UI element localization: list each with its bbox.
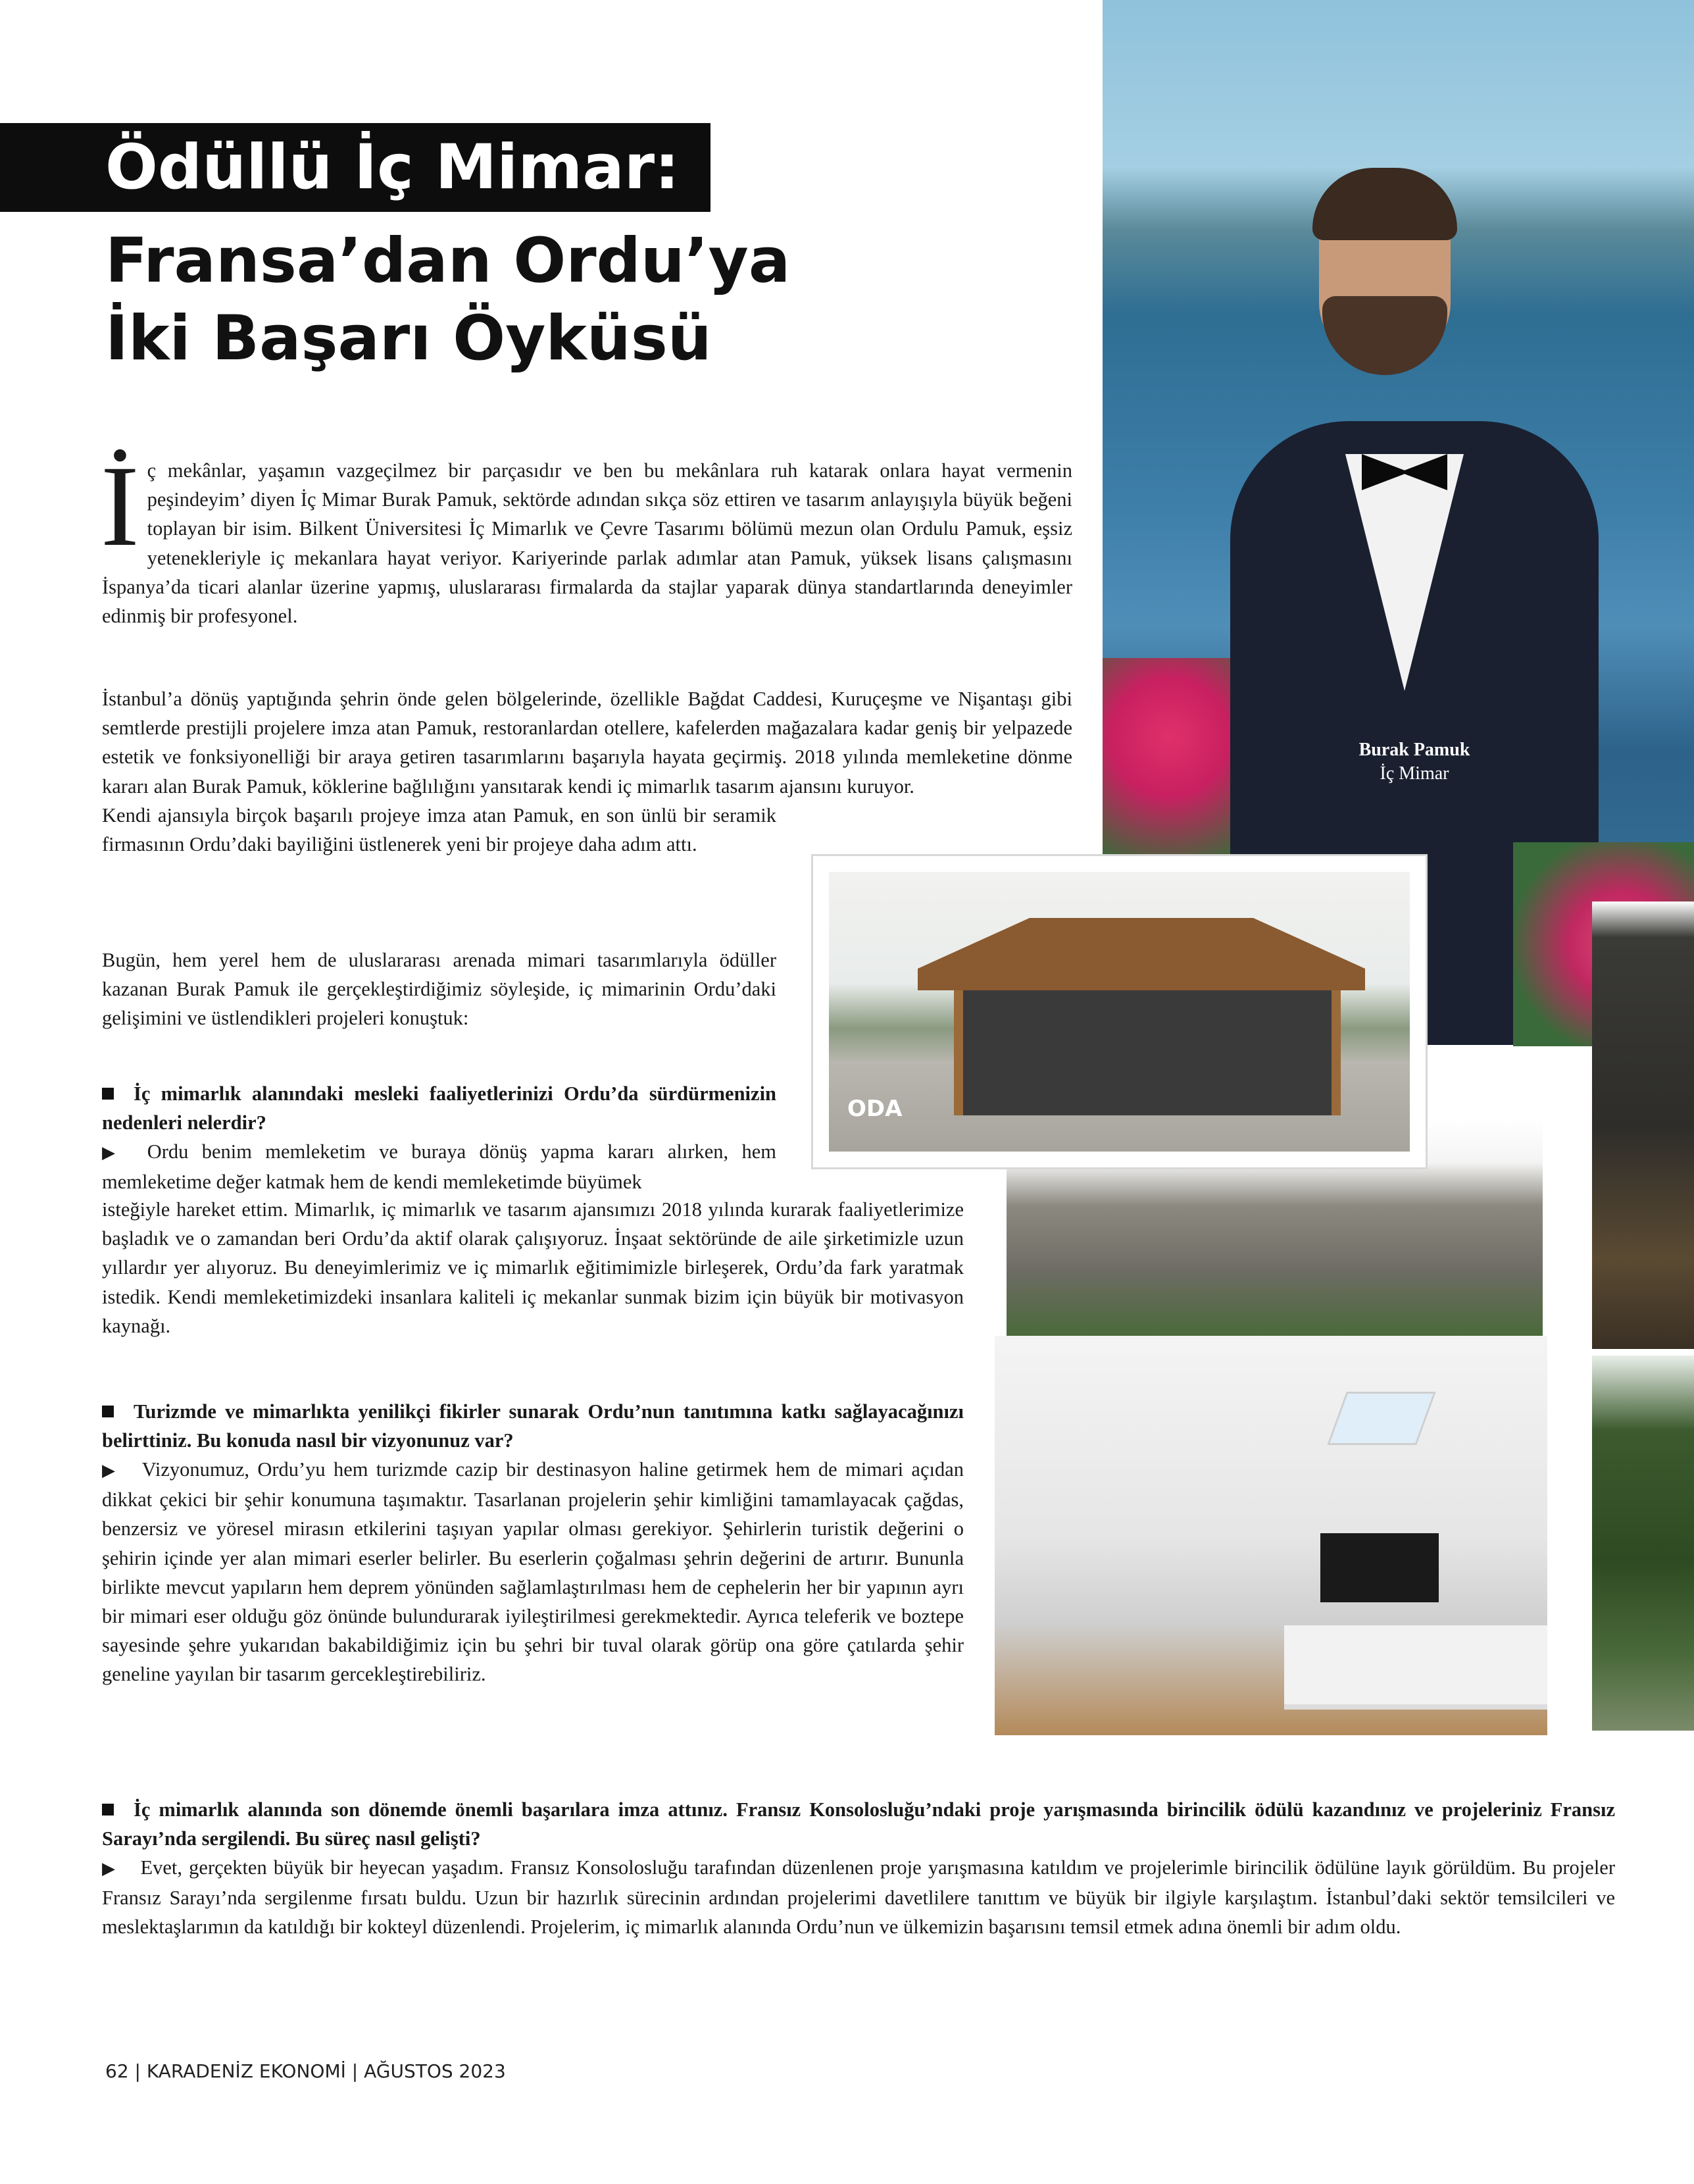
square-bullet-icon <box>102 1804 114 1816</box>
intro-paragraph <box>101 442 1072 630</box>
paragraph-2-narrow-text: Kendi ajansıyla birçok başarılı projeye imza atan Pamuk, en son ünlü bir seramik firmasının Ordu’daki bayiliğini üstlenerek yeni bir projeye daha adım attı. <box>102 804 776 856</box>
answer-3 <box>102 1853 1615 1942</box>
paragraph-3 <box>102 946 776 1033</box>
sofa <box>1284 1625 1547 1704</box>
title-line-3: İki Başarı Öyküsü <box>105 303 712 374</box>
answer-1-narrow-text: Ordu benim memleketim ve buraya dönüş yapma kararı alırken, hem memleketime değer katmak hem de kendi memleketimde büyümek <box>102 1140 776 1194</box>
arrow-bullet-icon: ▶ <box>102 1859 117 1879</box>
question-1 <box>102 1079 776 1137</box>
oda-logo: ODA <box>847 1096 903 1122</box>
tv-screen <box>1320 1533 1439 1602</box>
pavilion-render <box>811 854 1428 1169</box>
answer-2-text: Vizyonumuz, Ordu’yu hem turizmde cazip bir destinasyon haline getirmek hem de mimari açıdan dikkat çekici bir şehir konumuna taşımaktır. Tasarlanan projelerin şehir kimliğini tamamlayacak çağdas, benzersiz ve yöresel mirasın etkilerini taşıyan yapılar olması gerekiyor. Şehirlerin turistik değerini o şehirin içinde yer alan mimari eserler belirler. Bu eserlerin çoğalması şehrin değerini de artırır. Bununla birlikte mevcut yapıların hem deprem yönünden sağlamlaştırılması hem de cephelerin her bir yapının ayrı bir mimari eser olduğu göz önünde bulundurarak iyileştirilmesi gerekmektedir. Ayrıca teleferik ve boztepe sayesinde şehre yukarıdan bakabildiğimiz için bu şehri bir tuval olarak görüp ona göre çatılarda şehir geneline yayılan bir tasarım gercekleştirebiliriz. <box>102 1458 964 1686</box>
paragraph-3-text: Bugün, hem yerel hem de uluslararası arenada mimari tasarımlarıyla ödüller kazanan Burak Pamuk ile gerçekleştirdiğimiz söyleşide, iç mimarinin Ordu’daki gelişimini ve üstlendikleri projeleri konuştuk: <box>102 949 776 1030</box>
pavilion-image <box>828 871 1411 1153</box>
answer-1-text: isteğiyle hareket ettim. Mimarlık, iç mimarlık ve tasarım ajansımızı 2018 yılında kurarak faaliyetlerimize başladık ve o zamandan beri Ordu’da aktif olarak çalışıyoruz. İnşaat sektöründe de aile şirketimizle uzun yıllardır yer alıyoruz. Bu deneyimlerimiz ve iç mimarlık eğitimimizle birleşerek, Ordu’da fark yaratmak istedik. Kendi memleketimizdeki insanlara kaliteli iç mekanlar sunmak bizim için büyük bir motivasyon kaynağı. <box>102 1198 964 1337</box>
living-room-render <box>995 1336 1547 1735</box>
drop-cap: İ <box>101 442 139 571</box>
skylight <box>1327 1392 1435 1445</box>
pavilion-roof <box>918 918 1365 990</box>
square-bullet-icon <box>102 1088 114 1100</box>
pavilion-glass-body <box>954 990 1341 1115</box>
intro-text: ç mekânlar, yaşamın vazgeçilmez bir parçasıdır ve ben bu mekânlara ruh katarak onlara hayat vermenin peşindeyim’ diyen İç Mimar Burak Pamuk, sektörde adından sıkça söz ettiren ve tasarım anlayışıyla büyük beğeni toplayan bir isim. Bilkent Üniversitesi İç Mimarlık ve Çevre Tasarımı bölümü mezun olan Ordulu Pamuk, eşsiz yetenekleriyle iç mekanlara hayat veriyor. Kariyerinde parlak adımlar atan Pamuk, yüksek lisans çalışmasını İspanya’da ticari alanlar üzerine yapmış, uluslararası firmalarda da stajlar yaparak dünya standartlarında deneyimler edinmiş bir profesyonel. <box>102 459 1072 628</box>
arrow-bullet-icon: ▶ <box>102 1143 124 1163</box>
title-line-2: Fransa’dan Ordu’ya <box>105 225 791 297</box>
paragraph-2-narrow <box>102 801 776 859</box>
question-3 <box>102 1795 1615 1853</box>
photo-caption-role: İç Mimar <box>1380 763 1449 784</box>
arrow-bullet-icon: ▶ <box>102 1461 118 1481</box>
photo-caption-name: Burak Pamuk <box>1358 740 1470 760</box>
title-line-1: Ödüllü İç Mimar: <box>105 132 680 203</box>
cabins-photo-right <box>1592 1356 1694 1731</box>
paragraph-2-text: İstanbul’a dönüş yaptığında şehrin önde gelen bölgelerinde, özellikle Bağdat Caddesi, Kuruçeşme ve Nişantaşı gibi semtlerde prestijli projelere imza atan Pamuk, restoranlardan otellere, kafelerden mağazalara kadar geniş bir yelpazede estetik ve fonksiyonelliği bir araya getiren tasarımlarını başarıyla hayata geçirmiş. 2018 yılında memleketine dönme kararı alan Burak Pamuk, köklerine bağlılığını yansıtarak kendi iç mimarlık tasarım ajansını kuruyor. <box>102 688 1072 798</box>
page-footer: 62 | KARADENİZ EKONOMİ | AĞUSTOS 2023 <box>105 2060 506 2082</box>
question-2-text: Turizmde ve mimarlıkta yenilikçi fikirler sunarak Ordu’nun tanıtımına katkı sağlayacağınızı belirttiniz. Bu konuda nasıl bir vizyonunuz var? <box>102 1400 964 1452</box>
square-bullet-icon <box>102 1406 114 1417</box>
question-3-text: İç mimarlık alanında son dönemde önemli başarılara imza attınız. Fransız Konsolosluğu’ndaki proje yarışmasında birincilik ödülü kazandınız ve projeleriniz Fransız Sarayı’nda sergilendi. Bu süreç nasıl gelişti? <box>102 1798 1615 1850</box>
answer-1 <box>102 1195 964 1340</box>
answer-3-text: Evet, gerçekten büyük bir heyecan yaşadım. Fransız Konsolosluğu tarafından düzenlenen proje yarışmasına katıldım ve projelerimle birincilik ödülüne layık görüldüm. Bu projeler Fransız Sarayı’nda sergilenme fırsatı buldu. Uzun bir hazırlık sürecinin ardından projelerimi davetlilere tanıttım ve büyük bir ilgiyle karşılaştım. İstanbul’daki sektör temsilcileri ve meslektaşlarımın da katıldığı bir kokteyl düzenlendi. Projelerim, iç mimarlık alanında Ordu’nun ve ülkemizin başarısını temsil etmek adına önemli bir adım oldu. <box>102 1856 1615 1939</box>
title-lines <box>105 222 790 378</box>
answer-2 <box>102 1455 964 1689</box>
question-1-text: İç mimarlık alanındaki mesleki faaliyetlerinizi Ordu’da sürdürmenizin nedenleri nelerdir? <box>102 1082 776 1134</box>
paragraph-2 <box>102 684 1072 801</box>
answer-1-narrow <box>102 1137 776 1196</box>
interior-photo-right <box>1592 902 1694 1349</box>
question-2 <box>102 1397 964 1455</box>
